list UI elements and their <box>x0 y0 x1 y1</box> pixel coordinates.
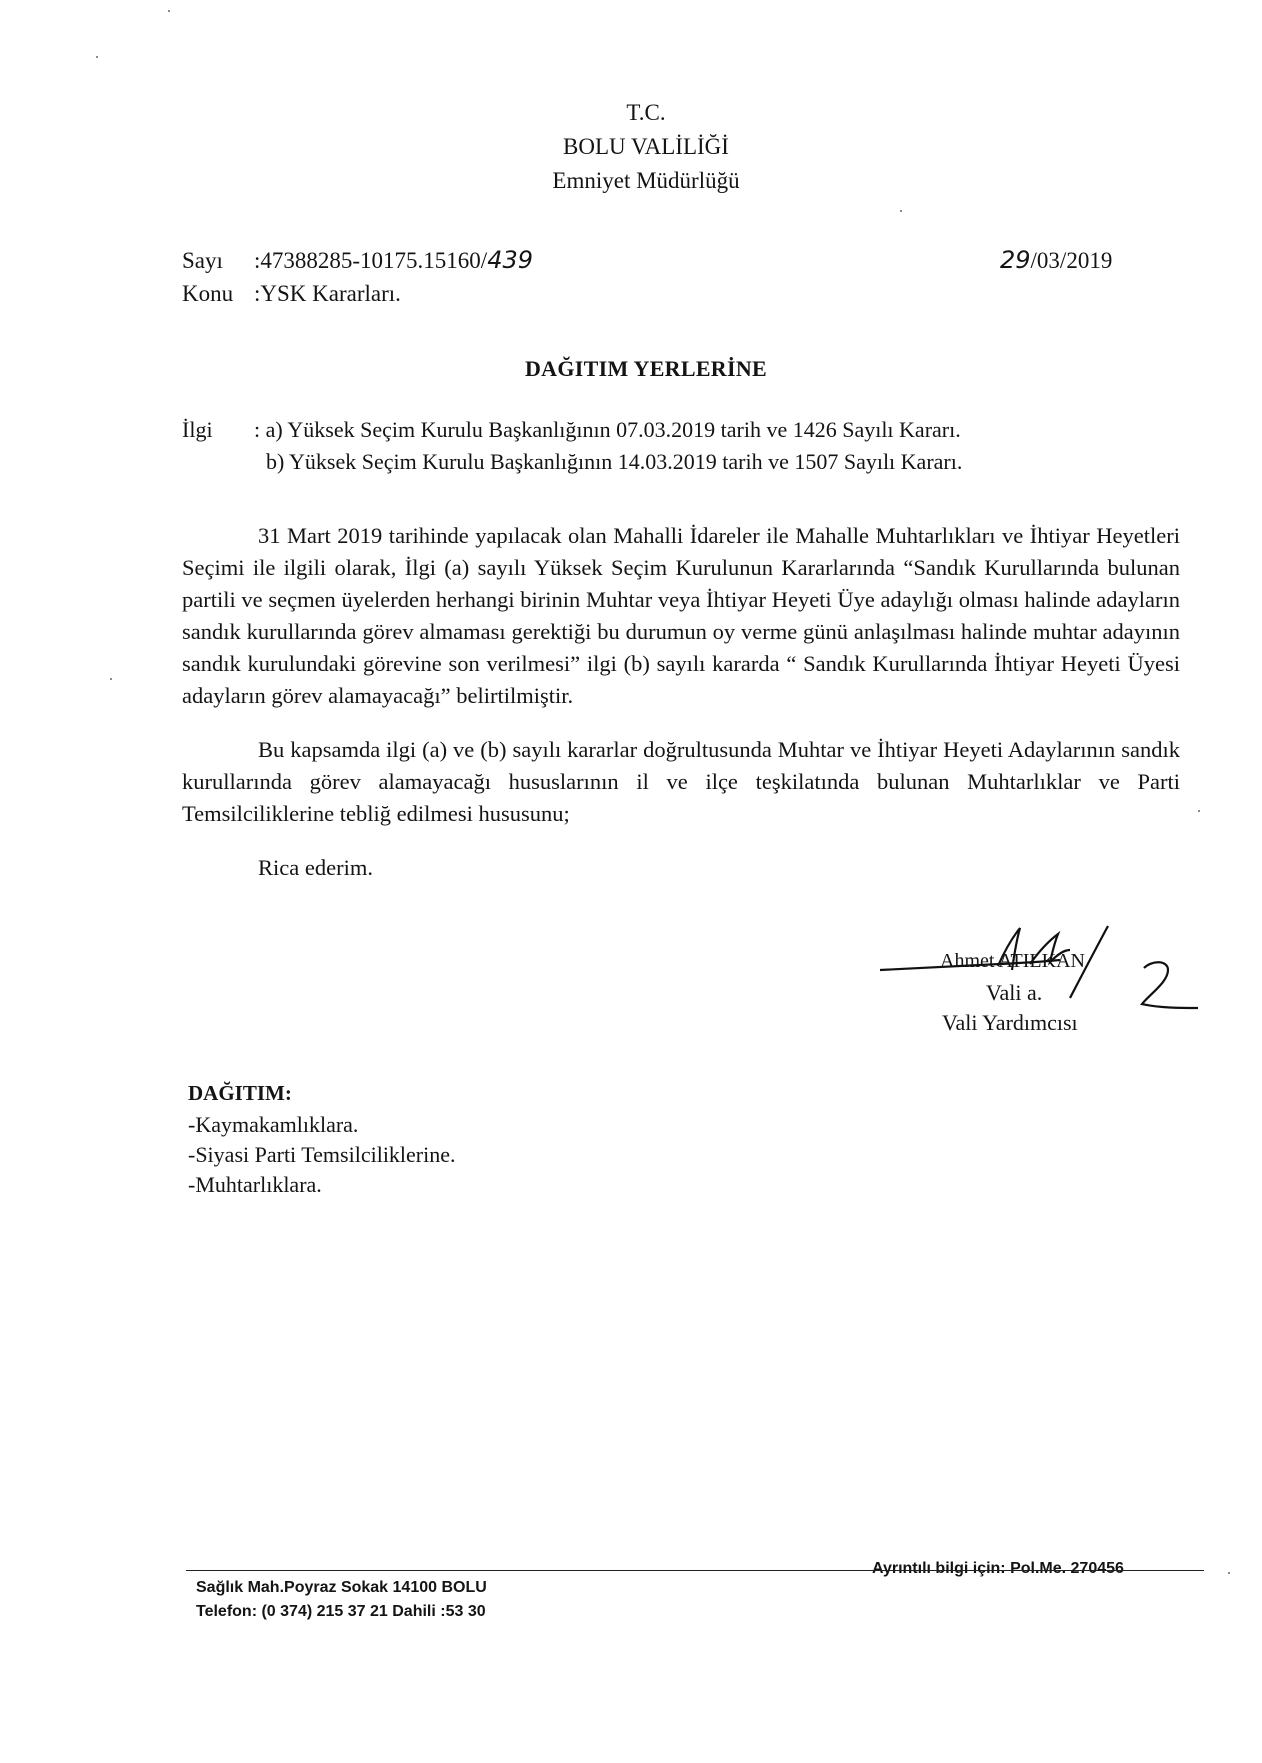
signature-block <box>880 920 1210 1040</box>
body-paragraph-1: 31 Mart 2019 tarihinde yapılacak olan Mahalli İdareler ile Mahalle Muhtarlıkları ve İhtiyar Heyetleri Seçimi ile ilgili olarak, İlgi (a) sayılı Yüksek Seçim Kurulunun Kararlarında “Sandık Kurullarında bulunan partili ve seçmen üyelerden herhangi birinin Muhtar veya İhtiyar Heyeti Üye adaylığı olması halinde adayların sandık kurullarında görev almaması gerektiği bu durumun oy verme günü anlaşılması halinde muhtar adayının sandık kurulundaki görevine son verilmesi” ilgi (b) sayılı kararda “ Sandık Kurullarında İhtiyar Heyeti Üyesi adayların görev alamayacağı” belirtilmiştir. <box>182 523 1180 708</box>
letterhead-governorship: BOLU VALİLİĞİ <box>563 134 729 159</box>
distribution-heading: DAĞITIM: <box>188 1081 292 1105</box>
ilgi-item-b: b) Yüksek Seçim Kurulu Başkanlığının 14.03.2019 tarih ve 1507 Sayılı Kararı. <box>266 449 963 474</box>
signatory-title-1: Vali a. <box>986 980 1043 1005</box>
letterhead <box>0 96 1262 198</box>
konu-label: Konu <box>182 281 234 306</box>
konu-row <box>182 277 533 310</box>
date-printed: /03/2019 <box>1030 248 1113 273</box>
distribution-item: -Kaymakamlıklara. <box>188 1112 359 1137</box>
scan-speck <box>1198 810 1200 812</box>
signatory-title-2: Vali Yardımcısı <box>942 1010 1078 1035</box>
sayi-label: Sayı <box>182 248 223 273</box>
footer-divider <box>186 1570 1204 1571</box>
sayi-value: :47388285-10175.15160/ <box>254 248 488 273</box>
scan-speck <box>168 10 170 12</box>
scan-speck <box>110 678 112 680</box>
footer-contact: Ayrıntılı bilgi için: Pol.Me. 270456 <box>872 1560 1124 1577</box>
ilgi-block <box>182 414 962 478</box>
handwritten-signature <box>880 920 1210 1040</box>
distribution-list <box>188 1078 456 1200</box>
sayi-handwritten-number: 439 <box>487 246 534 274</box>
letterhead-tc: T.C. <box>626 100 666 125</box>
ilgi-label: İlgi <box>182 417 213 442</box>
date-handwritten-day: 29 <box>1000 246 1031 274</box>
scan-speck <box>900 210 902 212</box>
closing-line: Rica ederim. <box>258 855 373 880</box>
letterhead-department: Emniyet Müdürlüğü <box>552 168 740 193</box>
distribution-item: -Muhtarlıklara. <box>188 1172 322 1197</box>
ilgi-row-a <box>182 414 962 446</box>
distribution-title: DAĞITIM YERLERİNE <box>524 356 768 381</box>
body-paragraph-2: Bu kapsamda ilgi (a) ve (b) sayılı kararlar doğrultusunda Muhtar ve İhtiyar Heyeti Adaylarının sandık kurullarında görev alamayacağı hususlarının il ve ilçe teşkilatında bulunan Muhtarlıklar ve Parti Temsilciliklerine tebliğ edilmesi hususunu; <box>182 737 1180 826</box>
letter-body <box>182 520 1180 906</box>
scan-speck <box>96 56 98 58</box>
konu-value: :YSK Kararları. <box>254 281 401 306</box>
footer-phone: Telefon: (0 374) 215 37 21 Dahili :53 30 <box>196 1603 486 1620</box>
signatory-name: Ahmet ATILKAN <box>940 950 1085 972</box>
ilgi-item-a: : a) Yüksek Seçim Kurulu Başkanlığının 07.03.2019 tarih ve 1426 Sayılı Kararı. <box>254 417 961 442</box>
letter-date <box>1000 244 1112 277</box>
footer-address: Sağlık Mah.Poyraz Sokak 14100 BOLU <box>196 1579 487 1596</box>
sayi-row <box>182 244 533 277</box>
reference-block <box>182 244 533 310</box>
footer-address-block <box>196 1576 487 1624</box>
scan-speck <box>1228 1572 1230 1574</box>
distribution-item: -Siyasi Parti Temsilciliklerine. <box>188 1142 456 1167</box>
